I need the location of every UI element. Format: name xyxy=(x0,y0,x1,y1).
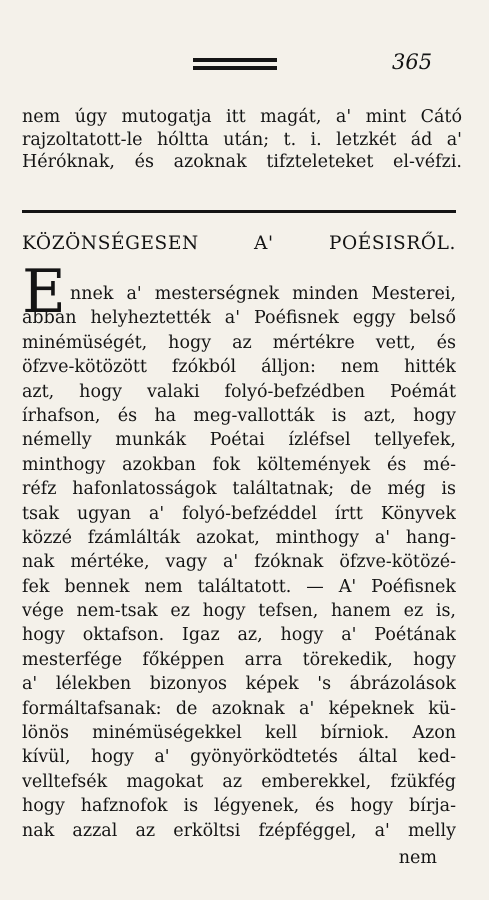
text-line: nak azzal az erköltsi fzépféggel, a' melly xyxy=(22,820,456,841)
text-line: hogy hafznofok is légyenek, és hogy bírja- xyxy=(22,796,456,817)
section-divider xyxy=(22,210,456,213)
drop-cap: E xyxy=(22,257,66,327)
text-line: némelly munkák Poétai ízléfsel tellyefek, xyxy=(22,430,456,451)
text-line: rajzoltatott-le hóltta után; t. i. letzkét ád a' xyxy=(22,129,462,150)
text-line: mesterfége főképpen arra törekedik, hogy xyxy=(22,649,456,670)
text-line: minémüségét, hogy az mértékre vett, és xyxy=(22,332,456,353)
text-line: abban helyheztették a' Poéfisnek eggy belső xyxy=(22,308,456,329)
text-line: Héróknak, és azoknak tifzteleteket el-véfzi. xyxy=(22,152,462,172)
text-line: nem úgy mutogatja itt magát, a' mint Cátó xyxy=(22,107,462,127)
text-line: lönös minémüségekkel kell bírniok. Azon xyxy=(22,723,456,744)
text-line: azt, hogy valaki folyó-befzédben Poémát xyxy=(22,381,456,402)
text-line: nnek a' mesterségnek minden Mesterei, xyxy=(70,284,456,304)
page-number: 365 xyxy=(392,50,433,74)
text-line: hogy oktafson. Igaz az, hogy a' Poétának xyxy=(22,625,456,646)
text-line: kívül, hogy a' gyönyörködtetés által ked- xyxy=(22,747,456,768)
text-line: fek bennek nem találtatott. — A' Poéfisnek xyxy=(22,576,456,597)
text-line: formáltafsanak: de azoknak a' képeknek kü- xyxy=(22,698,456,719)
text-line: öfzve-kötözött fzókból álljon: nem hitték xyxy=(22,357,456,378)
section-heading: KÖZÖNSÉGESEN A' POÉSISRŐL. xyxy=(22,233,456,254)
text-line: közzé fzámlálták azokat, minthogy a' hang- xyxy=(22,527,456,548)
text-line: réfz hafonlatosságok találtatnak; de még is xyxy=(22,479,456,500)
text-line: minthogy azokban fok költemények és mé- xyxy=(22,454,456,475)
text-line: velltefsék magokat az emberekkel, fzükfég xyxy=(22,771,456,792)
body-paragraph xyxy=(22,282,456,843)
text-line: írhafson, és ha meg-vallották is azt, hogy xyxy=(22,405,456,426)
top-paragraph xyxy=(22,106,462,174)
text-line: tsak ugyan a' folyó-befzéddel írtt Könyvek xyxy=(22,503,456,524)
catchword: nem xyxy=(398,848,437,868)
text-line: vége nem-tsak ez hogy tefsen, hanem ez is, xyxy=(22,601,456,622)
header-ornament xyxy=(193,58,277,70)
text-line: nak mértéke, vagy a' fzóknak öfzve-kötözé- xyxy=(22,552,456,573)
text-line: a' lélekben bizonyos képek 's ábrázolások xyxy=(22,674,456,695)
